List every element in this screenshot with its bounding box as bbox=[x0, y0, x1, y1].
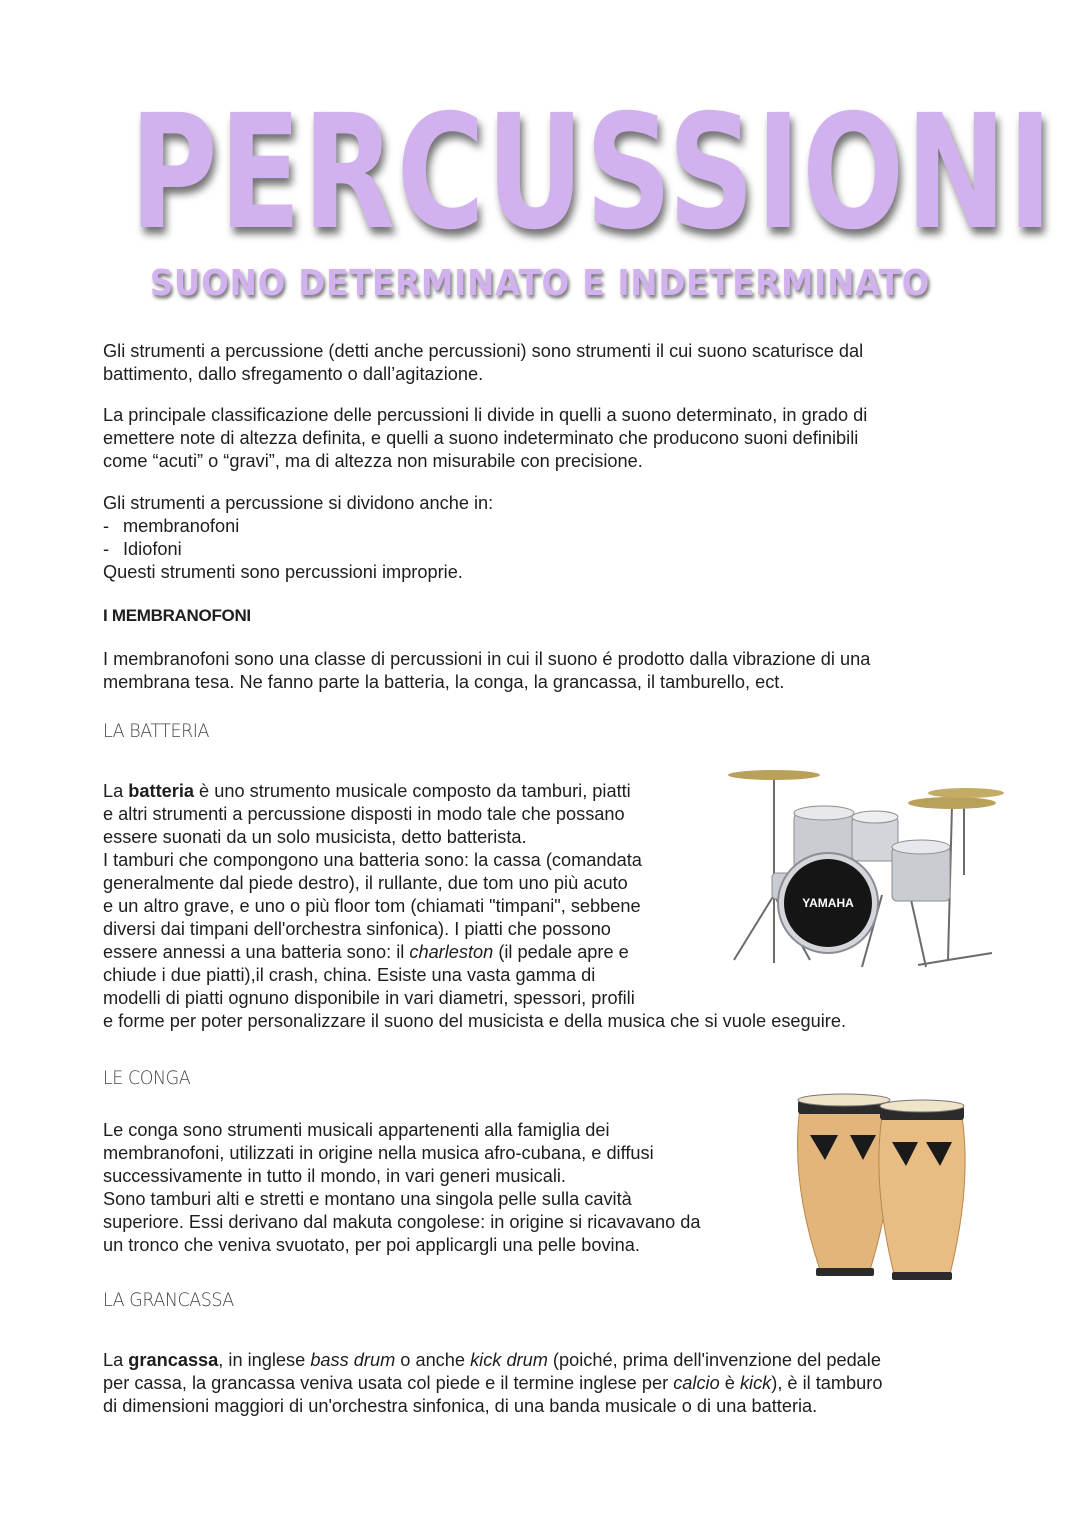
text-line: Questi strumenti sono percussioni improprie. bbox=[103, 562, 463, 582]
italic-term: kick drum bbox=[470, 1350, 548, 1370]
text-line: battimento, dallo sfregamento o dall’agitazione. bbox=[103, 364, 484, 384]
list-item bbox=[103, 538, 963, 561]
drum-kit-image bbox=[712, 755, 1004, 980]
text-line: modelli di piatti ognuno disponibile in vari diametri, spessori, profili bbox=[103, 988, 635, 1008]
text-line: chiude i due piatti),il crash, china. Esiste una vasta gamma di bbox=[103, 965, 596, 985]
text-line: e un altro grave, e uno o più floor tom (chiamati "timpani", sebbene bbox=[103, 896, 641, 916]
subheading-conga: LE CONGA bbox=[103, 1067, 191, 1089]
subheading-grancassa: LA GRANCASSA bbox=[103, 1289, 234, 1311]
list-item-label: Idiofoni bbox=[123, 539, 182, 559]
page-title: PERCUSSIONI bbox=[129, 81, 1054, 265]
text-line bbox=[103, 1349, 973, 1372]
text-run: o anche bbox=[395, 1350, 471, 1370]
text-line: generalmente dal piede destro), il rullante, due tom uno più acuto bbox=[103, 873, 628, 893]
text-line: superiore. Essi derivano dal makuta congolese: in origine si ricavavano da bbox=[103, 1212, 701, 1232]
intro-paragraph-2 bbox=[103, 404, 963, 473]
text-line: diversi dai timpani dell'orchestra sinfonica). I piatti che possono bbox=[103, 919, 611, 939]
bold-term: grancassa bbox=[128, 1350, 219, 1370]
italic-term: calcio bbox=[673, 1373, 720, 1393]
italic-term: bass drum bbox=[310, 1350, 396, 1370]
text-run: è uno strumento musicale composto da tamburi, piatti bbox=[194, 781, 631, 801]
text-line: un tronco che veniva svuotato, per poi applicargli una pelle bovina. bbox=[103, 1235, 640, 1255]
text-line: Gli strumenti a percussione (detti anche percussioni) sono strumenti il cui suono scaturisce dal bbox=[103, 341, 864, 361]
grancassa-paragraph bbox=[103, 1349, 973, 1418]
list-item-label: membranofoni bbox=[123, 516, 240, 536]
intro-paragraph-1 bbox=[103, 340, 963, 386]
text-line: I tamburi che compongono una batteria sono: la cassa (comandata bbox=[103, 850, 642, 870]
membranofoni-paragraph bbox=[103, 648, 963, 694]
text-line: e forme per poter personalizzare il suono del musicista e della musica che si vuole eseguire. bbox=[103, 1011, 847, 1031]
text-run: per cassa, la grancassa veniva usata col piede e il termine inglese per bbox=[103, 1373, 674, 1393]
italic-term: kick bbox=[739, 1373, 772, 1393]
text-line: Gli strumenti a percussione si dividono anche in: bbox=[103, 493, 494, 513]
text-line: La principale classificazione delle percussioni li divide in quelli a suono determinato, in grado di bbox=[103, 405, 868, 425]
text-line: e altri strumenti a percussione disposti in modo tale che possano bbox=[103, 804, 625, 824]
text-line bbox=[103, 1372, 973, 1395]
text-run: è bbox=[719, 1373, 740, 1393]
intro-paragraph-3 bbox=[103, 492, 963, 584]
text-line: di dimensioni maggiori di un'orchestra sinfonica, di una banda musicale o di una batteria. bbox=[103, 1396, 818, 1416]
bold-term: batteria bbox=[128, 781, 194, 801]
italic-term: charleston bbox=[409, 942, 494, 962]
text-line: successivamente in tutto il mondo, in vari generi musicali. bbox=[103, 1166, 566, 1186]
text-line: Le conga sono strumenti musicali appartenenti alla famiglia dei bbox=[103, 1120, 610, 1140]
text-run: ), è il tamburo bbox=[771, 1373, 883, 1393]
text-line: essere suonati da un solo musicista, detto batterista. bbox=[103, 827, 527, 847]
text-run: La bbox=[103, 781, 129, 801]
conga-drums-image bbox=[790, 1090, 975, 1282]
text-run: (il pedale apre e bbox=[493, 942, 629, 962]
list-dash: - bbox=[103, 516, 110, 536]
subheading-batteria: LA BATTERIA bbox=[103, 720, 210, 742]
page-subtitle: SUONO DETERMINATO E INDETERMINATO bbox=[149, 263, 931, 304]
drum-brand-logo: YAMAHA bbox=[802, 896, 854, 910]
text-line: membranofoni, utilizzati in origine nella musica afro-cubana, e diffusi bbox=[103, 1143, 654, 1163]
list-item bbox=[103, 515, 963, 538]
text-run: essere annessi a una batteria sono: il bbox=[103, 942, 410, 962]
list-dash: - bbox=[103, 539, 110, 559]
text-line: membrana tesa. Ne fanno parte la batteria, la conga, la grancassa, il tamburello, ect. bbox=[103, 672, 785, 692]
text-line: Sono tamburi alti e stretti e montano una singola pelle sulla cavità bbox=[103, 1189, 632, 1209]
text-run: , in inglese bbox=[218, 1350, 311, 1370]
text-run: (poiché, prima dell'invenzione del pedale bbox=[547, 1350, 881, 1370]
text-line: emettere note di altezza definita, e quelli a suono indeterminato che producono suoni definibili bbox=[103, 428, 859, 448]
text-line: I membranofoni sono una classe di percussioni in cui il suono é prodotto dalla vibrazione di una bbox=[103, 649, 871, 669]
text-run: La bbox=[103, 1350, 129, 1370]
text-line: come “acuti” o “gravi”, ma di altezza non misurabile con precisione. bbox=[103, 451, 643, 471]
section-heading-membranofoni: I MEMBRANOFONI bbox=[103, 606, 251, 625]
